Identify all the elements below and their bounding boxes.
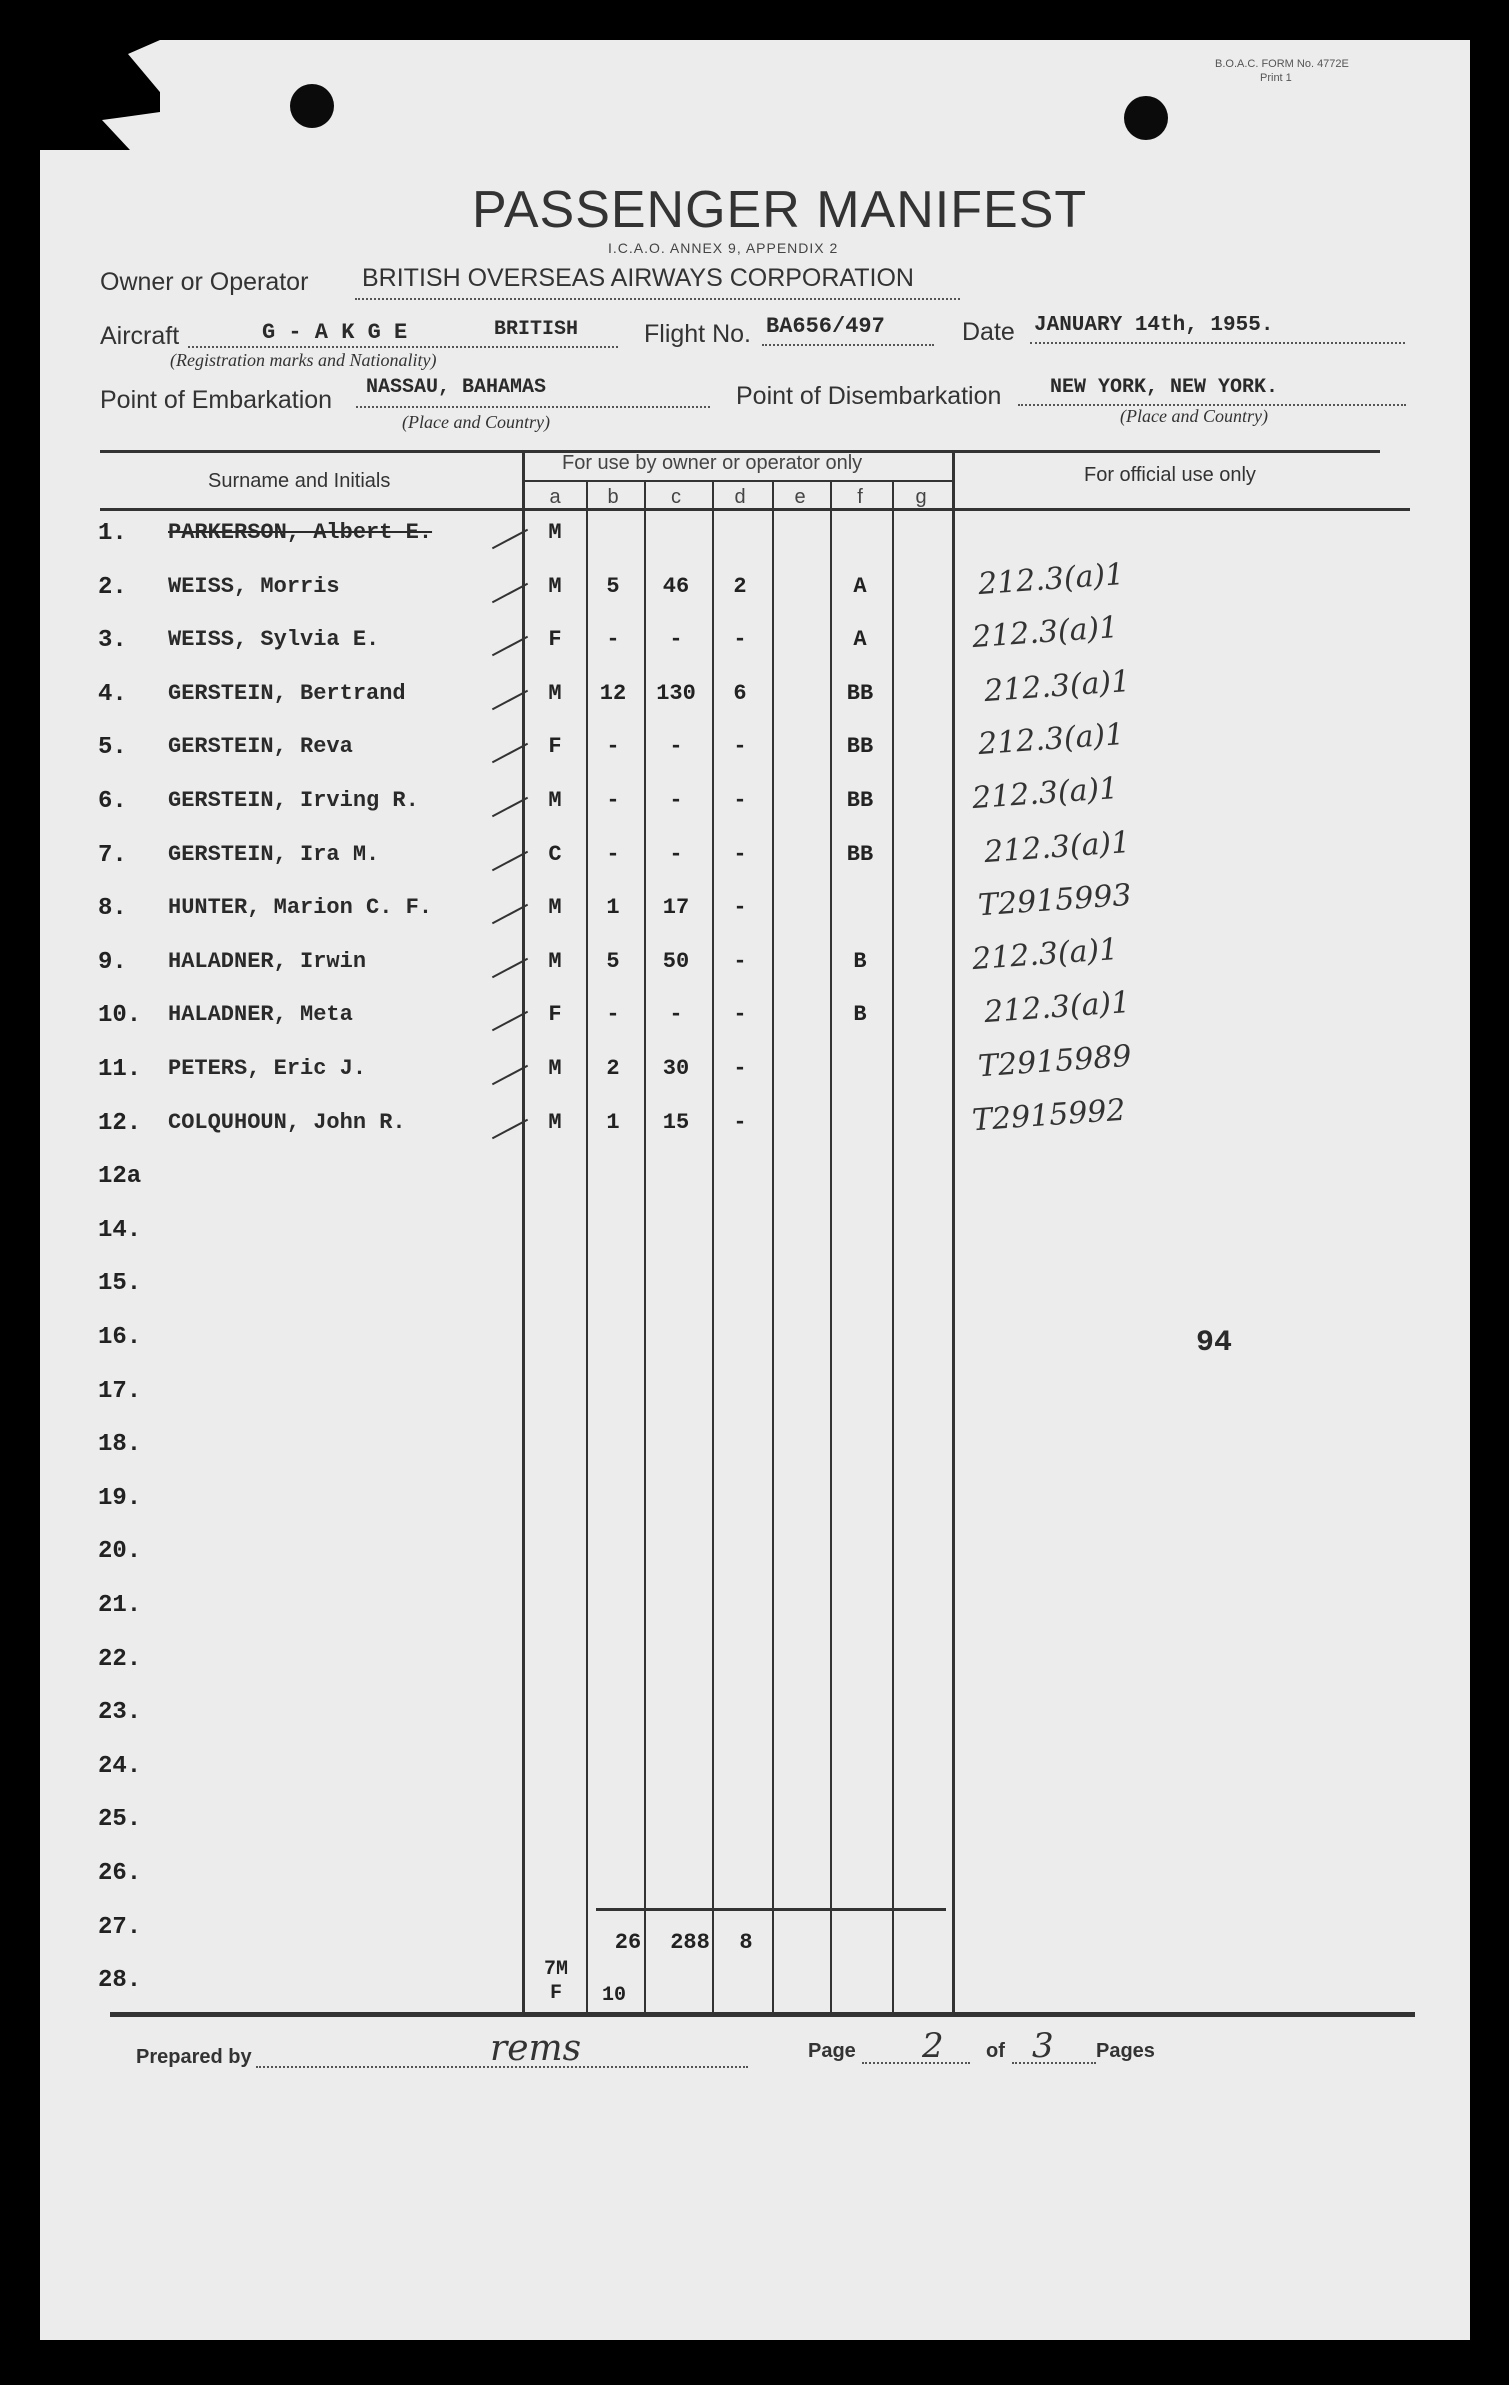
column-header-e: e: [794, 486, 806, 508]
cell-d: -: [733, 842, 747, 867]
punch-hole-right: [1124, 96, 1168, 140]
column-divider-a: [586, 482, 588, 2012]
total-b: 26: [614, 1930, 642, 1955]
official-use-header: For official use only: [1084, 464, 1256, 486]
cell-a: F: [548, 627, 562, 652]
flight-number: BA656/497: [766, 314, 885, 339]
cell-b: 1: [606, 895, 620, 920]
cell-d: -: [733, 788, 747, 813]
official-annotation: T2915989: [976, 1038, 1133, 1085]
cell-f: BB: [846, 788, 874, 813]
cell-a: C: [548, 842, 562, 867]
total-d: 8: [739, 1930, 753, 1955]
cell-a: M: [548, 949, 562, 974]
date-value: JANUARY 14th, 1955.: [1034, 314, 1274, 337]
passenger-name: GERSTEIN, Reva: [168, 734, 353, 759]
passenger-name: HUNTER, Marion C. F.: [168, 895, 433, 920]
cell-a: M: [548, 520, 562, 545]
column-divider-b: [644, 482, 646, 2012]
passenger-name: PARKERSON, Albert E.: [168, 520, 433, 545]
embark-line: [356, 406, 710, 408]
cell-c: 50: [662, 949, 690, 974]
embark-value: NASSAU, BAHAMAS: [366, 376, 547, 399]
cell-d: -: [733, 734, 747, 759]
cell-b: 1: [606, 1110, 620, 1135]
row-number: 12a: [98, 1163, 142, 1190]
aircraft-label: Aircraft: [100, 322, 180, 350]
aircraft-registration: G - A K G E: [262, 320, 408, 345]
side-note: 94: [1196, 1326, 1233, 1360]
row-number: 23.: [98, 1699, 142, 1726]
row-number: 4.: [98, 681, 127, 708]
page-subtitle: I.C.A.O. ANNEX 9, APPENDIX 2: [608, 240, 839, 256]
aircraft-note: (Registration marks and Nationality): [170, 350, 437, 370]
row-number: 18.: [98, 1431, 142, 1458]
page-total: 3: [1032, 2026, 1054, 2066]
cell-c: 30: [662, 1056, 690, 1081]
flight-label: Flight No.: [644, 320, 751, 348]
cell-a: M: [548, 1110, 562, 1135]
column-header-f: f: [857, 486, 863, 508]
cell-c: 46: [662, 574, 690, 599]
official-annotation: T2915992: [970, 1092, 1127, 1139]
totals-rule: [596, 1908, 946, 1911]
official-annotation: 212.3(a)1: [982, 663, 1132, 710]
row-number: 21.: [98, 1592, 142, 1619]
column-divider-surname: [522, 450, 525, 2015]
row-number: 3.: [98, 627, 127, 654]
cell-c: -: [669, 1002, 683, 1027]
column-header-d: d: [734, 486, 746, 508]
cell-c: 130: [656, 681, 696, 706]
embark-label: Point of Embarkation: [100, 386, 333, 414]
cell-f: A: [853, 574, 867, 599]
official-annotation: 212.3(a)1: [970, 931, 1120, 978]
column-divider-d: [772, 482, 774, 2012]
cell-c: -: [669, 842, 683, 867]
column-divider-official: [952, 450, 955, 2015]
column-header-g: g: [915, 486, 927, 508]
cell-d: -: [733, 627, 747, 652]
cell-a: M: [548, 788, 562, 813]
cell-b: 2: [606, 1056, 620, 1081]
column-header-b: b: [607, 486, 619, 508]
flight-line: [762, 344, 934, 346]
row-number: 24.: [98, 1753, 142, 1780]
cell-b: -: [606, 842, 620, 867]
form-reference-line2: Print 1: [1260, 72, 1292, 84]
cell-f: B: [853, 1002, 867, 1027]
cell-d: 2: [733, 574, 747, 599]
cell-d: -: [733, 1110, 747, 1135]
cell-d: 6: [733, 681, 747, 706]
aircraft-line: [188, 346, 618, 348]
torn-corner: [40, 40, 160, 150]
prepared-signature: rems: [490, 2028, 582, 2069]
passenger-name: WEISS, Morris: [168, 574, 340, 599]
column-divider-f: [892, 482, 894, 2012]
official-annotation: 212.3(a)1: [970, 609, 1120, 656]
cell-c: -: [669, 627, 683, 652]
cell-b: 12: [599, 681, 627, 706]
page-number: 2: [922, 2026, 944, 2066]
row-number: 12.: [98, 1110, 142, 1137]
owner-value: BRITISH OVERSEAS AIRWAYS CORPORATION: [362, 264, 914, 292]
owner-use-header: For use by owner or operator only: [562, 452, 863, 474]
passenger-name: HALADNER, Irwin: [168, 949, 367, 974]
cell-a: M: [548, 681, 562, 706]
official-annotation: T2915993: [976, 877, 1133, 924]
cell-c: 15: [662, 1110, 690, 1135]
row-number: 22.: [98, 1646, 142, 1673]
cell-a: M: [548, 574, 562, 599]
cell-a: M: [548, 895, 562, 920]
passenger-name: COLQUHOUN, John R.: [168, 1110, 406, 1135]
cell-b: 5: [606, 574, 620, 599]
row-number: 20.: [98, 1538, 142, 1565]
embark-note: (Place and Country): [402, 412, 550, 432]
passenger-name: WEISS, Sylvia E.: [168, 627, 380, 652]
cell-d: -: [733, 895, 747, 920]
form-reference: B.O.A.C. FORM No. 4772E: [1215, 58, 1349, 70]
row-number: 8.: [98, 895, 127, 922]
cell-b: 5: [606, 949, 620, 974]
row-number: 9.: [98, 949, 127, 976]
owner-subheader-rule: [524, 480, 954, 482]
row-number: 17.: [98, 1378, 142, 1405]
row-number: 1.: [98, 520, 127, 547]
aircraft-nationality: BRITISH: [494, 318, 579, 341]
cell-a: M: [548, 1056, 562, 1081]
cell-b: -: [606, 734, 620, 759]
owner-line: [355, 298, 960, 300]
cell-f: BB: [846, 681, 874, 706]
page-title: PASSENGER MANIFEST: [472, 181, 1088, 239]
official-annotation: 212.3(a)1: [982, 984, 1132, 1031]
row-number: 16.: [98, 1324, 142, 1351]
row-number: 28.: [98, 1967, 142, 1994]
row-number: 19.: [98, 1485, 142, 1512]
page-label: Page: [808, 2040, 856, 2062]
column-divider-c: [712, 482, 714, 2012]
total-a-male: 7M: [543, 1958, 568, 1981]
total-a-female: F: [549, 1982, 562, 2005]
row-number: 10.: [98, 1002, 142, 1029]
cell-f: BB: [846, 734, 874, 759]
cell-c: -: [669, 734, 683, 759]
row-number: 11.: [98, 1056, 142, 1083]
column-header-c: c: [671, 486, 681, 508]
total-b-bottom: 10: [601, 1984, 626, 2007]
row-number: 14.: [98, 1217, 142, 1244]
page-line: [862, 2062, 970, 2064]
prepared-label: Prepared by: [136, 2046, 252, 2068]
cell-d: -: [733, 949, 747, 974]
cell-d: -: [733, 1056, 747, 1081]
row-number: 15.: [98, 1270, 142, 1297]
cell-b: -: [606, 627, 620, 652]
of-label: of: [986, 2040, 1005, 2062]
row-number: 26.: [98, 1860, 142, 1887]
cell-f: A: [853, 627, 867, 652]
pages-label: Pages: [1096, 2040, 1155, 2062]
row-number: 6.: [98, 788, 127, 815]
punch-hole-left: [290, 84, 334, 128]
cell-c: 17: [662, 895, 690, 920]
disembark-label: Point of Disembarkation: [736, 382, 1002, 410]
passenger-name: GERSTEIN, Bertrand: [168, 681, 406, 706]
cell-a: F: [548, 1002, 562, 1027]
column-header-a: a: [549, 486, 561, 508]
row-number: 27.: [98, 1914, 142, 1941]
cell-c: -: [669, 788, 683, 813]
passenger-name: GERSTEIN, Irving R.: [168, 788, 419, 813]
cell-b: -: [606, 1002, 620, 1027]
surname-header: Surname and Initials: [208, 470, 391, 492]
passenger-name: GERSTEIN, Ira M.: [168, 842, 380, 867]
official-annotation: 212.3(a)1: [970, 770, 1120, 817]
cell-a: F: [548, 734, 562, 759]
cell-f: BB: [846, 842, 874, 867]
column-divider-e: [830, 482, 832, 2012]
row-number: 7.: [98, 842, 127, 869]
passenger-name: PETERS, Eric J.: [168, 1056, 367, 1081]
row-number: 2.: [98, 574, 127, 601]
row-number: 25.: [98, 1806, 142, 1833]
of-line: [1012, 2062, 1096, 2064]
date-line: [1030, 342, 1405, 344]
cell-f: B: [853, 949, 867, 974]
official-annotation: 212.3(a)1: [982, 824, 1132, 871]
disembark-value: NEW YORK, NEW YORK.: [1050, 376, 1279, 399]
official-annotation: 212.3(a)1: [976, 716, 1126, 763]
table-bottom-rule: [110, 2012, 1415, 2017]
official-annotation: 212.3(a)1: [976, 556, 1126, 603]
passenger-name: HALADNER, Meta: [168, 1002, 353, 1027]
cell-b: -: [606, 788, 620, 813]
cell-d: -: [733, 1002, 747, 1027]
row-number: 5.: [98, 734, 127, 761]
date-label: Date: [962, 318, 1015, 346]
owner-label: Owner or Operator: [100, 268, 309, 296]
disembark-note: (Place and Country): [1120, 406, 1268, 426]
total-c: 288: [670, 1930, 710, 1955]
